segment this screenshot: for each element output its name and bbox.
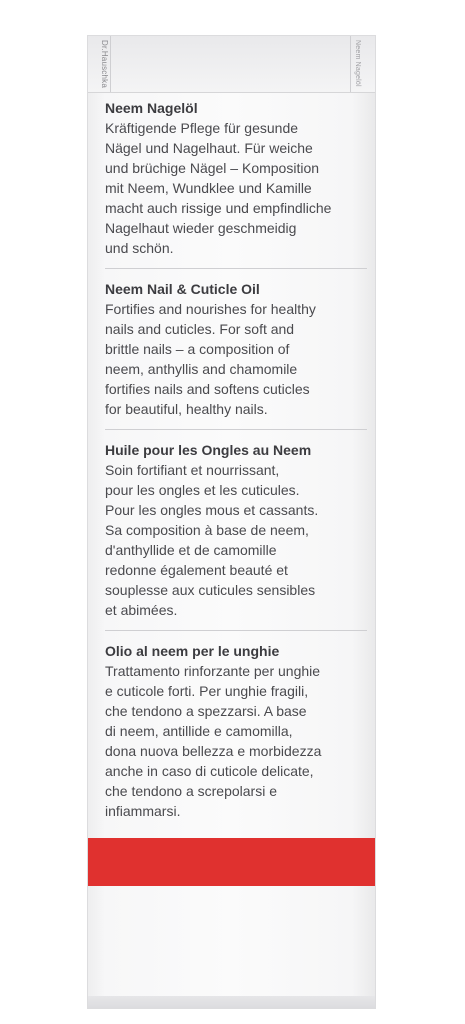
section-french [105, 440, 367, 620]
section-body: Soin fortifiant et nourrissant, pour les ongles et les cuticules. Pour les ongles mous et cassants. Sa composition à base de neem, d'anthyllide et de camomille redonne également beauté et souplesse aux cuticules sensibles et abimées. [105, 462, 319, 618]
box-bottom-fold [88, 996, 375, 1008]
section-title: Olio al neem per le unghie [105, 643, 280, 659]
brand-edge-text: Dr.Hauschka [100, 40, 109, 88]
section-german [105, 98, 367, 258]
product-box [88, 36, 375, 1008]
section-english [105, 279, 367, 419]
section-title: Neem Nail & Cuticle Oil [105, 281, 260, 297]
section-italian [105, 641, 367, 821]
box-top-flap [88, 36, 375, 93]
divider [105, 429, 367, 430]
divider [105, 630, 367, 631]
description-panel [105, 98, 367, 831]
section-body: Trattamento rinforzante per unghie e cuticole forti. Per unghie fragili, che tendono a spezzarsi. A base di neem, antillide e camomilla, dona nuova bellezza e morbidezza anche in caso di cuticole delicate, che tendono a screpolarsi e infiammarsi. [105, 663, 322, 819]
red-color-band [88, 838, 375, 886]
section-title: Neem Nagelöl [105, 100, 198, 116]
product-edge-text: Neem Nagelöl [354, 40, 361, 87]
section-body: Kräftigende Pflege für gesunde Nägel und Nagelhaut. Für weiche und brüchige Nägel – Komposition mit Neem, Wundklee und Kamille macht auch rissige und empfindliche Nagelhaut wieder geschmeidig und schön. [105, 120, 332, 256]
section-title: Huile pour les Ongles au Neem [105, 442, 312, 458]
section-body: Fortifies and nourishes for healthy nails and cuticles. For soft and brittle nails – a composition of neem, anthyllis and chamomile fortifies nails and softens cuticles for beautiful, healthy nails. [105, 301, 316, 417]
divider [105, 268, 367, 269]
